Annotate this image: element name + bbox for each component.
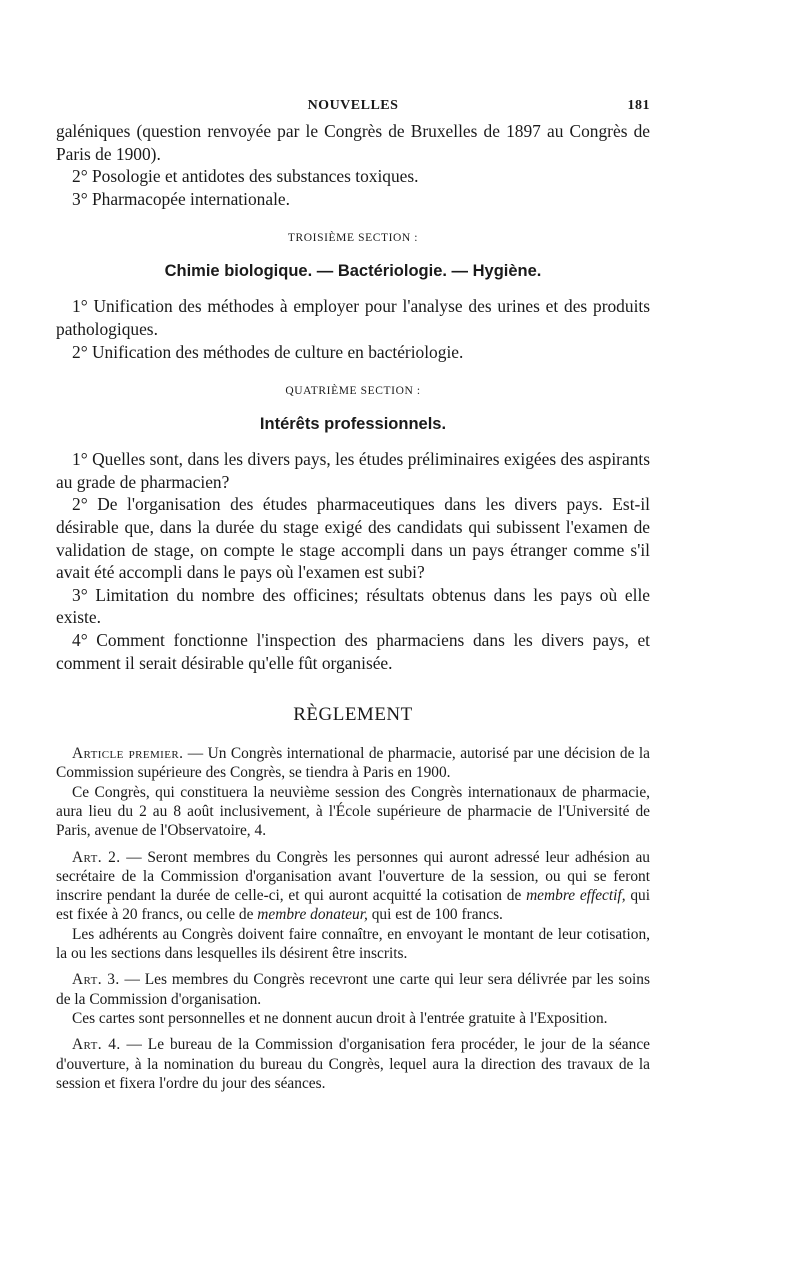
article-text: — Le bureau de la Commission d'organisation fera procéder, le jour de la séance d'ouverture, à la nomination du bureau du Congrès, lequel aura la direction des travaux de la session et fixera l'ordre du jour des séances. — [56, 1036, 650, 1092]
list-item: 3° Pharmacopée internationale. — [72, 188, 290, 209]
page-number: 181 — [627, 98, 650, 113]
list-item: 2° Posologie et antidotes des substances toxiques. — [72, 166, 419, 187]
section-label: TROISIÈME SECTION : — [287, 232, 419, 245]
running-title: NOUVELLES — [307, 98, 399, 113]
reglement-title: RÈGLEMENT — [293, 704, 413, 726]
article-text: — Seront membres du Congrès les personnes qui auront adressé leur adhésion au secrétaire de la Commission d'organisation avant l'ouverture de la session, ou qui se feront inscrire pendant la durée de celle-ci, et qui auront acquitté la cotisation de — [56, 848, 650, 905]
section-title: Chimie biologique. — Bactériologie. — Hygiène. — [164, 262, 542, 281]
continued-list — [56, 120, 650, 210]
list-item: 1° Quelles sont, dans les divers pays, les études préliminaires exigées des aspirants au grade de pharmacien? — [56, 449, 650, 492]
continued-paragraph: galéniques (question renvoyée par le Congrès de Bruxelles de 1897 au Congrès de Paris de 1900). — [56, 121, 650, 164]
article-3 — [56, 970, 650, 1028]
article-text: qui est fixée à 20 francs, ou celle de — [56, 887, 650, 924]
article-label: Art. 2. — [72, 848, 121, 866]
section-label: QUATRIÈME SECTION : — [285, 385, 421, 398]
document-page — [56, 98, 650, 1100]
section-items — [56, 295, 650, 363]
article-paragraph: Ce Congrès, qui constituera la neuvième session des Congrès internationaux de pharmacie, aura lieu du 2 au 8 août inclusivement, à l'École supérieure de pharmacie de l'Université de Paris, avenue de l'Observatoire, 4. — [56, 783, 650, 840]
article-1 — [56, 744, 650, 840]
italic-term: membre effectif, — [526, 887, 626, 905]
article-paragraph — [56, 970, 650, 1009]
italic-term: membre donateur, — [257, 906, 368, 924]
article-text: — Les membres du Congrès recevront une carte qui leur sera délivrée par les soins de la Commission d'organisation. — [56, 971, 650, 1008]
list-item: 2° Unification des méthodes de culture en bactériologie. — [72, 341, 464, 362]
article-paragraph: Ces cartes sont personnelles et ne donnent aucun droit à l'entrée gratuite à l'Exposition. — [72, 1009, 608, 1027]
article-4 — [56, 1035, 650, 1093]
article-2 — [56, 848, 650, 964]
article-paragraph — [56, 1035, 650, 1093]
article-paragraph: Les adhérents au Congrès doivent faire connaître, en envoyant le montant de leur cotisation, la ou les sections dans lesquelles ils désirent être inscrits. — [56, 925, 650, 963]
list-item: 4° Comment fonctionne l'inspection des pharmaciens dans les divers pays, et comment il serait désirable qu'elle fût organisée. — [56, 629, 650, 673]
article-label: Art. 3. — [72, 971, 120, 989]
page-header — [56, 98, 650, 120]
article-paragraph — [56, 744, 650, 783]
article-text: — Un Congrès international de pharmacie, autorisé par une décision de la Commission supérieure des Congrès, se tiendra à Paris en 1900. — [56, 745, 650, 782]
list-item: 1° Unification des méthodes à employer pour l'analyse des urines et des produits pathologiques. — [56, 296, 650, 339]
article-text: qui est de 100 francs. — [367, 906, 503, 924]
section-title: Intérêts professionnels. — [259, 415, 447, 434]
article-label: Article premier. — [72, 745, 184, 763]
article-paragraph — [56, 848, 650, 925]
article-label: Art. 4. — [72, 1036, 121, 1054]
section-items — [56, 448, 650, 674]
list-item: 2° De l'organisation des études pharmaceutiques dans les divers pays. Est-il désirable que, dans la durée du stage exigé des candidats qui subissent l'examen de validation de stage, on compte le stage accompli dans un pays étranger comme s'il avait été accompli dans le pays où l'examen est subi? — [56, 494, 650, 583]
section-third — [56, 232, 650, 363]
section-fourth — [56, 385, 650, 674]
list-item: 3° Limitation du nombre des officines; résultats obtenus dans les pays où elle existe. — [56, 584, 650, 628]
